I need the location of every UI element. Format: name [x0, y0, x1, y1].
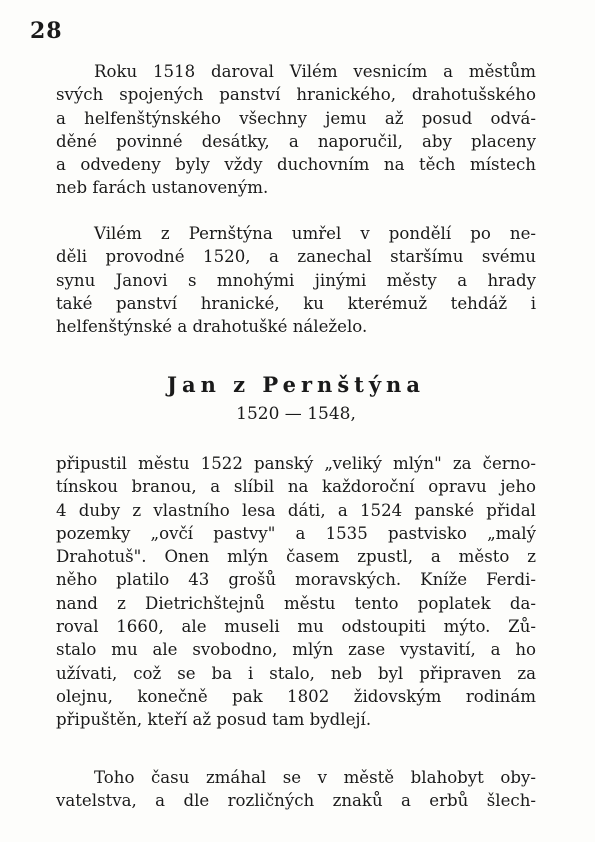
text-line: připuštěn, kteří až posud tam bydlejí.	[56, 710, 372, 730]
text-line: Drahotuš". Onen mlýn časem zpustl, a město z	[56, 547, 536, 567]
section-heading: Jan z Pernštýna	[167, 372, 425, 397]
text-line: synu Janovi s mnohými jinými městy a hrady	[56, 270, 536, 290]
text-line: a odvedeny byly vždy duchovním na těch místech	[56, 155, 536, 175]
text-line: roval 1660, ale museli mu odstoupiti mýto. Zů-	[56, 617, 536, 637]
section-dates: 1520 — 1548,	[236, 404, 356, 424]
text-line: děné povinné desátky, a naporučil, aby placeny	[56, 131, 536, 151]
text-line: Roku 1518 daroval Vilém vesnicím a městům	[94, 62, 536, 81]
paragraph-4	[56, 766, 536, 813]
text-line: také panství hranické, ku kterémuž tehdáž i	[56, 293, 536, 313]
text-line: olejnu, konečně pak 1802 židovským rodinám	[56, 686, 536, 706]
paragraph-2	[56, 222, 536, 338]
page-number: 28	[30, 18, 63, 44]
text-line: vatelstva, a dle rozličných znaků a erbů šlech-	[56, 791, 536, 811]
text-line: neb farách ustanoveným.	[56, 178, 269, 198]
text-line: svých spojených panství hranického, drahotušského	[56, 85, 536, 105]
text-line: helfenštýnské a drahotušké náleželo.	[56, 317, 368, 337]
text-line: nand z Dietrichštejnů městu tento poplatek da-	[56, 593, 536, 613]
text-line: stalo mu ale svobodno, mlýn zase vystavití, a ho	[56, 640, 536, 660]
text-line: Toho času zmáhal se v městě blahobyt oby-	[94, 768, 536, 787]
text-line: užívati, což se ba i stalo, neb byl připraven za	[56, 663, 536, 683]
text-line: 4 duby z vlastního lesa dáti, a 1524 panské přidal	[56, 500, 536, 520]
text-line: děli provodné 1520, a zanechal staršímu svému	[56, 247, 536, 267]
text-line: něho platilo 43 grošů moravských. Kníže Ferdi-	[56, 570, 536, 590]
paragraph-3	[56, 452, 536, 732]
text-line: tínskou branou, a slíbil na každoroční opravu jeho	[56, 477, 536, 497]
text-line: pozemky „ovčí pastvy" a 1535 pastvisko „malý	[56, 523, 536, 543]
paragraph-1	[56, 60, 536, 200]
text-line: a helfenštýnského všechny jemu až posud odvá-	[56, 108, 536, 128]
text-line: Vilém z Pernštýna umřel v pondělí po ne-	[94, 224, 536, 243]
text-line: připustil městu 1522 panský „veliký mlýn" za černo-	[56, 454, 536, 473]
